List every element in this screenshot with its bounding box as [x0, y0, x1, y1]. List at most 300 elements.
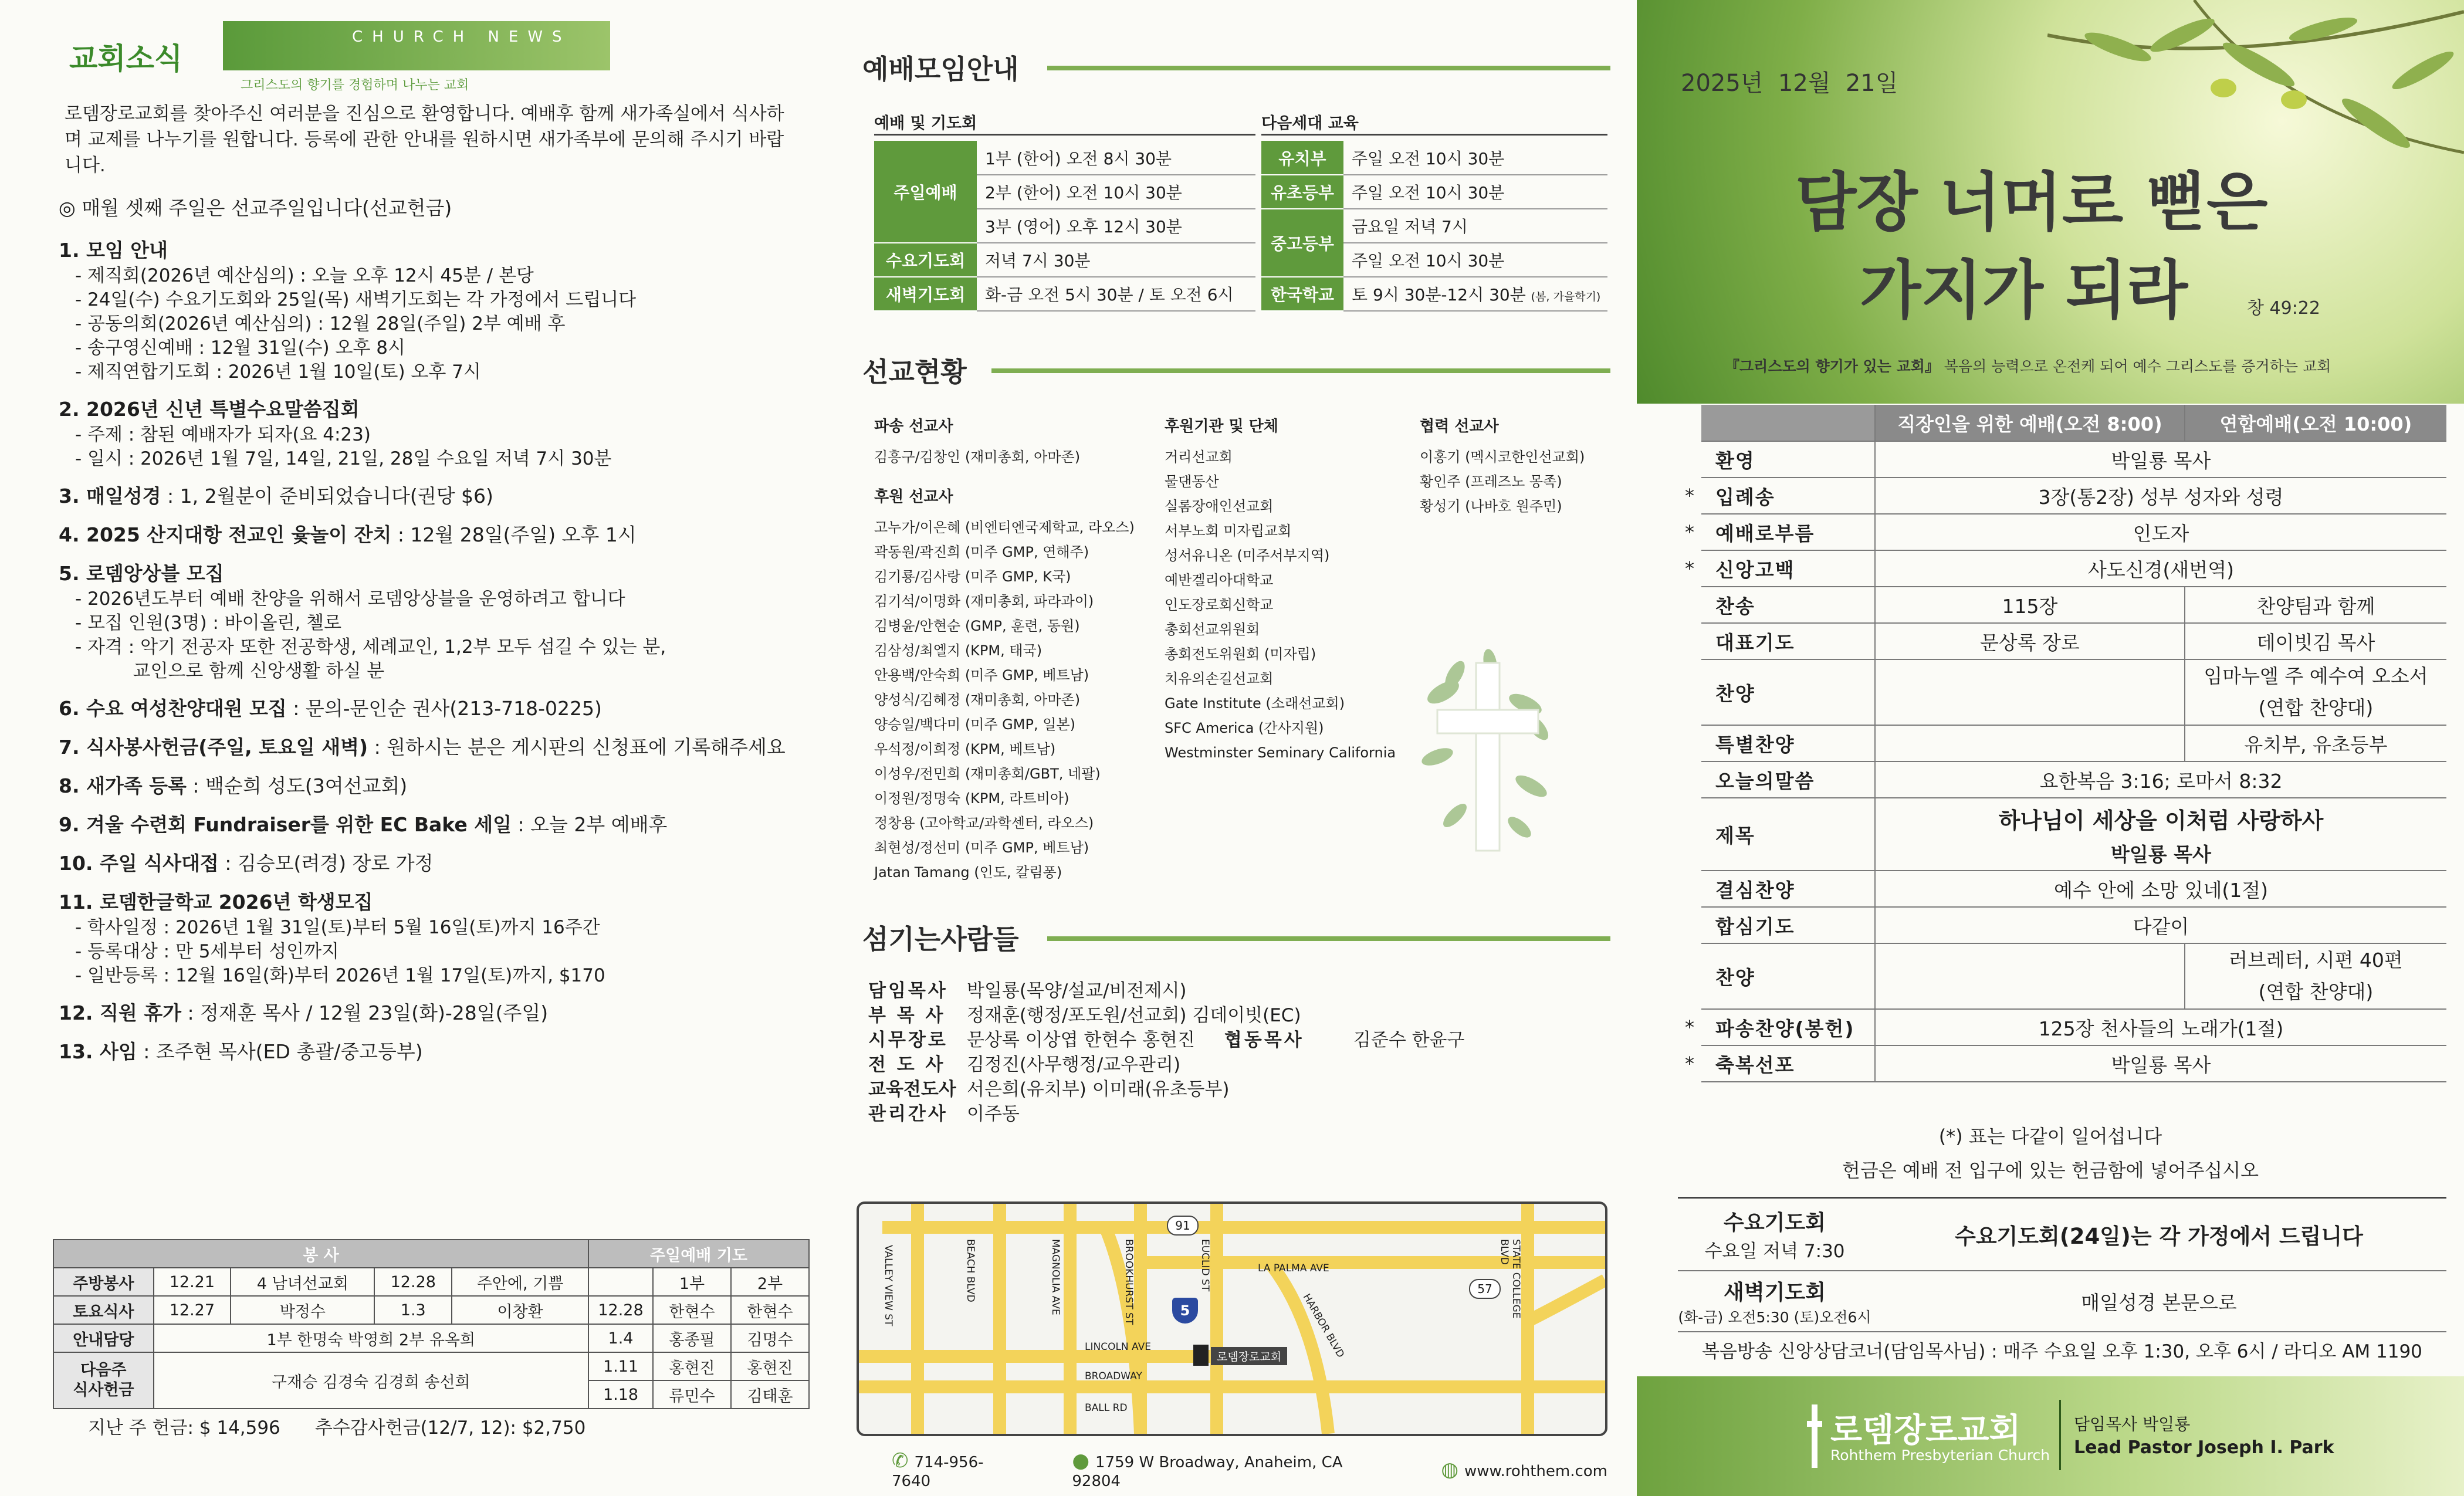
- mission-entry: 황성기 (나바호 원주민): [1420, 498, 1562, 515]
- staff-name: 서은희(유치부) 이미래(유초등부): [967, 1079, 1230, 1100]
- order-early-value: [1875, 659, 2185, 725]
- street-label: MAGNOLIA AVE: [1050, 1239, 1061, 1315]
- notice-title: 6. 수요 여성찬양대원 모집: [59, 697, 287, 720]
- edu-label: 한국학교: [1261, 277, 1343, 311]
- order-joint-value: [2185, 725, 2446, 761]
- motto-text: 복음의 능력으로 온전케 되어 예수 그리스도를 증거하는 교회: [1939, 358, 2331, 375]
- order-row: [1678, 587, 2446, 623]
- prayer-1: 홍현진: [653, 1352, 731, 1380]
- contact-bar: [892, 1449, 1607, 1490]
- supported-head: 후원 선교사: [874, 488, 953, 506]
- title-line-2: 가지가 되라: [1860, 253, 2188, 327]
- worship-label: 새벽기도회: [874, 277, 977, 311]
- order-item-label: 찬송: [1701, 587, 1875, 623]
- road-label: LINCOLN AVE: [1085, 1341, 1151, 1353]
- edu-time-note: (봄, 가을학기): [1531, 290, 1601, 303]
- worship-right-head: 다음세대 교육: [1261, 114, 1359, 133]
- globe-icon: ◍: [1441, 1458, 1459, 1481]
- bulletin-front-column: [1637, 0, 2464, 1496]
- phone-text: 714-956-7640: [892, 1454, 984, 1490]
- prayer-date: 1.4: [588, 1324, 653, 1352]
- org-column: [1165, 414, 1411, 765]
- road-label: BROADWAY: [1085, 1370, 1142, 1382]
- order-item-label: 찬양: [1701, 659, 1875, 725]
- notice-item: [59, 1000, 804, 1027]
- staff-role: 부 목 사: [868, 1005, 946, 1026]
- notice-title: 1. 모임 안내: [59, 239, 168, 262]
- required-mark: [1678, 943, 1701, 1009]
- order-joint-text: 찬양팀과 함께: [2256, 594, 2375, 618]
- notice-sub-line: - 일시 : 2026년 1월 7일, 14일, 21일, 28일 수요일 저녁 7시 30분: [75, 448, 612, 469]
- sermon-banner: [1637, 0, 2464, 404]
- required-mark: *: [1685, 485, 1694, 507]
- notice-item: [59, 237, 804, 384]
- notice-detail: : 조주현 목사(ED 총괄/중고등부): [137, 1040, 423, 1063]
- dawn-time: (화-금) 오전5:30 (토)오전6시: [1678, 1308, 1871, 1326]
- staff-name: 문상록 이상엽 한현수 홍현진: [967, 1030, 1195, 1051]
- order-joint-text: 유치부, 유초등부: [2244, 733, 2388, 756]
- notice-title: 4. 2025 산지대항 전교인 윷놀이 잔치: [59, 523, 392, 546]
- news-subtitle: 그리스도의 향기를 경험하며 나누는 교회: [241, 78, 469, 93]
- order-item-value: [1875, 550, 2446, 587]
- second-service-head: 2부: [731, 1268, 809, 1296]
- service-table: [53, 1239, 810, 1409]
- order-early-value: [1875, 943, 2185, 1009]
- notice-item: [59, 396, 804, 471]
- mission-entry: 양성식/김혜정 (재미총회, 아마존): [874, 692, 1081, 708]
- notice-heading: [59, 889, 804, 916]
- order-item-value: [1875, 1045, 2446, 1082]
- order-row: [1678, 761, 2446, 798]
- worship-time: 저녁 7시 30분: [977, 243, 1255, 277]
- order-item-label: 결심찬양: [1701, 871, 1875, 907]
- mission-title: 선교현황: [862, 356, 967, 388]
- staff-role: 담임목사: [868, 980, 948, 1001]
- blank-cell: [588, 1268, 653, 1296]
- order-item-label: 찬양: [1701, 943, 1875, 1009]
- section-rule: [1047, 936, 1610, 941]
- order-value-sub: 박일룡 목사: [2111, 842, 2211, 866]
- mission-entry: 정창용 (고아학교/과학센터, 라오스): [874, 815, 1094, 831]
- notice-sub-line: - 2026년도부터 예배 찬양을 위해서 로뎀앙상블을 운영하려고 합니다: [75, 588, 625, 610]
- order-item-value: [1875, 761, 2446, 798]
- value-cell: 4 남녀선교회: [231, 1268, 374, 1296]
- worship-time: 화-금 오전 5시 30분 / 토 오전 6시: [977, 277, 1255, 311]
- edu-label: 유초등부: [1261, 175, 1343, 209]
- notice-item: [59, 695, 804, 722]
- staff-role: 관리간사: [868, 1104, 948, 1125]
- notice-title: 10. 주일 식사대접: [59, 852, 219, 875]
- order-head-blank: [1701, 405, 1875, 441]
- order-joint-value: [2185, 623, 2446, 659]
- date-cell: 12.28: [374, 1268, 452, 1296]
- dispatched-head: 파송 선교사: [874, 418, 953, 435]
- notice-item: [59, 522, 804, 549]
- order-value-text: 하나님이 세상을 이처럼 사랑하사: [1998, 807, 2324, 834]
- order-item-value: [1875, 514, 2446, 550]
- mission-entry: 우석정/이희정 (KPM, 베트남): [874, 741, 1056, 757]
- staff-name: 김준수 한윤구: [1353, 1030, 1465, 1051]
- notice-detail: : 원하시는 분은 게시판의 신청표에 기록해주세요: [368, 736, 786, 759]
- order-row: [1678, 1045, 2446, 1082]
- order-of-worship: [1678, 405, 2446, 1082]
- order-value-text: 예수 안에 소망 있네(1절): [2053, 878, 2269, 902]
- notice-sub-line: - 제직회(2026년 예산심의) : 오늘 오후 12시 45분 / 본당: [75, 265, 534, 286]
- order-row: [1678, 659, 2446, 725]
- street-label: VALLEY VIEW ST: [882, 1245, 894, 1326]
- order-value-text: 박일룡 목사: [2111, 449, 2211, 472]
- order-item-value: [1875, 871, 2446, 907]
- notice-detail: : 오늘 2부 예배후: [511, 813, 668, 836]
- dawn-prayer-row: [1678, 1271, 2446, 1332]
- worship-label: 수요기도회: [874, 243, 977, 277]
- prayer-date: 1.11: [588, 1352, 653, 1380]
- order-value-text: 사도신경(새번역): [2088, 558, 2234, 581]
- order-early-value: 문상록 장로: [1875, 623, 2185, 659]
- joint-service-head: 연합예배(오전 10:00): [2185, 405, 2446, 441]
- prayer-1: 류민수: [653, 1380, 731, 1409]
- edu-time: [1343, 277, 1607, 311]
- edu-time: 금요일 저녁 7시: [1343, 209, 1607, 243]
- order-item-label: 합심기도: [1701, 907, 1875, 943]
- order-item-value: [1875, 478, 2446, 514]
- row-label: 안내담당: [53, 1324, 154, 1352]
- value-cell: 1부 한명숙 박영희 2부 유옥희: [154, 1324, 588, 1352]
- notice-list: [59, 195, 804, 1077]
- street-label: BROOKHURST ST: [1123, 1239, 1135, 1325]
- dawn-prayer-label: [1678, 1276, 1871, 1327]
- prayer-2: 김태훈: [731, 1380, 809, 1409]
- order-value-text: 인도자: [2133, 522, 2189, 545]
- title-line-1: 담장 너머로 뻗은: [1795, 165, 2268, 239]
- street-label: STATE COLLEGE BLVD: [1498, 1239, 1522, 1319]
- location-map: [857, 1201, 1607, 1436]
- church-marker-icon: [1193, 1345, 1209, 1366]
- notice-item: [59, 889, 804, 988]
- row-label: 다음주 식사헌금: [53, 1352, 154, 1409]
- sub-rule: [1261, 134, 1607, 136]
- education-times-table: [1261, 141, 1607, 312]
- mission-entry: 치유의손길선교회: [1165, 671, 1274, 687]
- notice-detail: : 김승모(려경) 장로 가정: [218, 852, 434, 875]
- notice-sub-line: - 일반등록 : 12월 16일(화)부터 2026년 1월 17일(토)까지, $170: [75, 965, 605, 986]
- order-item-label: 환영: [1701, 441, 1875, 478]
- order-item-value: [1875, 907, 2446, 943]
- sub-rule: [874, 134, 1255, 136]
- edu-time: 주일 오전 10시 30분: [1343, 141, 1607, 175]
- dawn-title: 새벽기도회: [1724, 1280, 1826, 1305]
- notice-detail: : 정재훈 목사 / 12월 23일(화)-28일(주일): [181, 1001, 549, 1024]
- mission-entry: Westminster Seminary California: [1165, 744, 1396, 761]
- mission-entry: 양승일/백다미 (미주 GMP, 일본): [874, 716, 1075, 733]
- required-mark: *: [1685, 1052, 1694, 1075]
- mission-entry: 실롬장애인선교회: [1165, 498, 1274, 515]
- offering-summary: 지난 주 헌금: $ 14,596 추수감사헌금(12/7, 12): $2,750: [88, 1417, 586, 1439]
- required-mark: [1678, 907, 1701, 943]
- wed-message: 수요기도회(24일)는 각 가정에서 드립니다: [1955, 1224, 2363, 1249]
- mission-entry: Jatan Tamang (인도, 칼림퐁): [874, 864, 1062, 881]
- news-banner: [223, 21, 610, 70]
- notice-heading: [59, 396, 804, 423]
- mission-entry: SFC America (간사지원): [1165, 720, 1324, 736]
- notice-sub-line: - 24일(수) 수요기도회와 25일(목) 새벽기도회는 각 가정에서 드립니다: [75, 289, 637, 310]
- notice-heading: [59, 850, 804, 877]
- date-cell: 1.3: [374, 1296, 452, 1324]
- required-mark: [1678, 441, 1701, 478]
- phone: [892, 1449, 1019, 1490]
- notice-heading: [59, 811, 804, 838]
- notice-item: [59, 1038, 804, 1065]
- notice-heading: [59, 773, 804, 800]
- worship-time: 2부 (한어) 오전 10시 30분: [977, 175, 1255, 209]
- cross-illustration: [1420, 639, 1555, 862]
- order-item-value: [1875, 1009, 2446, 1045]
- order-joint-value: [2185, 587, 2446, 623]
- mission-entry: 김기룡/김사랑 (미주 GMP, K국): [874, 568, 1071, 585]
- notice-item: [59, 560, 804, 683]
- church-name: 로뎀장로교회: [1830, 1412, 2021, 1450]
- first-service-head: 1부: [653, 1268, 731, 1296]
- mission-entry: 예반겔리아대학교: [1165, 572, 1274, 588]
- address: [1072, 1449, 1388, 1490]
- order-joint-sub: (연합 찬양대): [2258, 980, 2374, 1003]
- staff-name: 정재훈(행정/포도원/선교회) 김데이빗(EC): [967, 1005, 1301, 1026]
- edu-time-text: 토 9시 30분-12시 30분: [1352, 285, 1526, 304]
- edu-time: 주일 오전 10시 30분: [1343, 243, 1607, 277]
- service-title: 봉 사: [53, 1240, 588, 1268]
- prayer-title: 주일예배 기도: [588, 1240, 809, 1268]
- order-item-label: 제목: [1701, 798, 1875, 871]
- notice-sub-line: - 모집 인원(3명) : 바이올린, 첼로: [75, 612, 342, 634]
- prayer-meetings: [1678, 1197, 2446, 1332]
- notice-sub-line: - 등록대상 : 만 5세부터 성인까지: [75, 941, 339, 962]
- coop-column: [1420, 414, 1613, 519]
- notice-title: 11. 로뎀한글학교 2026년 학생모집: [59, 891, 373, 913]
- order-item-label: 파송찬양(봉헌): [1701, 1009, 1875, 1045]
- order-row: [1678, 514, 2446, 550]
- prayer-2: 홍현진: [731, 1352, 809, 1380]
- missionary-column: [874, 414, 1167, 885]
- notice-item: [59, 850, 804, 877]
- location-pin-icon: ●: [1072, 1449, 1090, 1473]
- info-column: [845, 0, 1619, 1496]
- order-value-text: 다같이: [2133, 915, 2189, 938]
- order-value-text: 125장 천사들의 노래가(1절): [2038, 1017, 2284, 1040]
- notice-detail: : 문의-문인순 권사(213-718-0225): [286, 697, 602, 720]
- worship-time: 1부 (한어) 오전 8시 30분: [977, 141, 1255, 175]
- order-item-value: [1875, 441, 2446, 478]
- lead-pastor: 담임목사 박일룡: [2074, 1414, 2191, 1434]
- address-text: 1759 W Broadway, Anaheim, CA 92804: [1072, 1454, 1343, 1490]
- order-item-label: 입례송: [1701, 478, 1875, 514]
- required-mark: *: [1685, 557, 1694, 580]
- order-row: [1678, 943, 2446, 1009]
- lead-pastor-en: Lead Pastor Joseph I. Park: [2074, 1437, 2334, 1458]
- wed-time: 수요일 저녁 7:30: [1704, 1241, 1845, 1262]
- notice-title: 2. 2026년 신년 특별수요말씀집회: [59, 398, 360, 421]
- notice-detail: : 백순희 성도(3여선교회): [186, 774, 408, 797]
- mission-entry: 이성우/전민희 (재미총회/GBT, 네팔): [874, 766, 1101, 782]
- church-news-column: [0, 0, 815, 1496]
- order-value-text: 박일룡 목사: [2111, 1053, 2211, 1077]
- mission-entry: 인도장로회신학교: [1165, 597, 1274, 613]
- order-row: [1678, 550, 2446, 587]
- order-row: [1678, 871, 2446, 907]
- notice-sub-line: 교인으로 함께 신앙생활 하실 분: [75, 661, 385, 682]
- order-joint-value: [2185, 659, 2446, 725]
- edu-time: 주일 오전 10시 30분: [1343, 175, 1607, 209]
- church-marker-label: 로뎀장로교회: [1211, 1347, 1287, 1365]
- worship-times-table: [874, 141, 1255, 312]
- road-label: BALL RD: [1085, 1402, 1128, 1414]
- street-label: BEACH BLVD: [964, 1239, 976, 1302]
- notice-sub-line: - 공동의회(2026년 예산심의) : 12월 28일(주일) 2부 예배 후: [75, 313, 566, 334]
- wed-title: 수요기도회: [1724, 1211, 1826, 1235]
- star-cell: [1678, 405, 1701, 441]
- notice-heading: [59, 1038, 804, 1065]
- prayer-2: 한현수: [731, 1296, 809, 1324]
- edu-label: 중고등부: [1261, 209, 1343, 277]
- order-joint-text: 임마누엘 주 예수여 오소서: [2204, 665, 2428, 688]
- value-cell: 이창환: [452, 1296, 588, 1324]
- notice-heading: [59, 237, 804, 264]
- church-logo-icon: [1807, 1404, 1822, 1468]
- notice-item: [59, 734, 804, 761]
- order-item-label: 대표기도: [1701, 623, 1875, 659]
- prayer-1: 한현수: [653, 1296, 731, 1324]
- order-item-label: 특별찬양: [1701, 725, 1875, 761]
- wednesday-prayer-row: [1678, 1199, 2446, 1271]
- order-row: [1678, 725, 2446, 761]
- required-mark: [1678, 798, 1701, 871]
- order-row: [1678, 1009, 2446, 1045]
- mission-entry: Gate Institute (소래선교회): [1165, 695, 1345, 712]
- mission-entry: 김삼성/최엘지 (KPM, 태국): [874, 642, 1043, 659]
- section-rule: [991, 368, 1610, 373]
- order-row: [1678, 478, 2446, 514]
- website-text[interactable]: www.rohthem.com: [1464, 1463, 1607, 1480]
- order-row: [1678, 623, 2446, 659]
- scripture-reference: 창 49:22: [2247, 298, 2320, 319]
- notice-heading: [59, 522, 804, 549]
- order-item-label: 오늘의말씀: [1701, 761, 1875, 798]
- notice-heading: [59, 695, 804, 722]
- notice-heading: [59, 483, 804, 510]
- order-item-label: 신앙고백: [1701, 550, 1875, 587]
- mission-entry: 물댄동산: [1165, 473, 1219, 490]
- worship-time: 3부 (영어) 오후 12시 30분: [977, 209, 1255, 243]
- wednesday-prayer-label: [1678, 1206, 1871, 1263]
- standing-note: (*) 표는 다같이 일어섭니다: [1938, 1125, 2162, 1148]
- staff-role: 시무장로: [868, 1030, 948, 1051]
- edu-label: 유치부: [1261, 141, 1343, 175]
- value-cell: 주안에, 기쁨: [452, 1268, 588, 1296]
- value-cell: 구재승 김경숙 김경희 송선희: [154, 1352, 588, 1409]
- website[interactable]: [1441, 1458, 1607, 1481]
- servants-title: 섬기는사람들: [862, 923, 1019, 955]
- notice-title: 8. 새가족 등록: [59, 774, 187, 797]
- mission-entry: 안용백/안숙희 (미주 GMP, 베트남): [874, 667, 1089, 683]
- required-mark: [1678, 871, 1701, 907]
- mission-entry: 거리선교회: [1165, 449, 1233, 465]
- mission-entry: 고누가/이은혜 (비엔티엔국제학교, 라오스): [874, 519, 1135, 536]
- mission-entry: 황인주 (프레즈노 몽족): [1420, 473, 1562, 490]
- mission-entry: 곽동원/곽진희 (미주 GMP, 연해주): [874, 544, 1089, 560]
- mission-entry: 총회선교위원회: [1165, 621, 1260, 638]
- notice-title: 13. 사임: [59, 1040, 137, 1063]
- prayer-1: 홍종필: [653, 1324, 731, 1352]
- dawn-message: 매일성경 본문으로: [2081, 1291, 2237, 1314]
- order-joint-sub: (연합 찬양대): [2258, 696, 2374, 719]
- news-title: 교회소식: [69, 42, 183, 76]
- notice-item: [59, 811, 804, 838]
- bulletin-date: 2025년 12월 21일: [1681, 70, 1898, 97]
- value-cell: 박정수: [231, 1296, 374, 1324]
- staff-role: 전 도 사: [868, 1054, 946, 1075]
- notice-heading: [59, 1000, 804, 1027]
- coop-head: 협력 선교사: [1420, 418, 1499, 435]
- orgs-head: 후원기관 및 단체: [1165, 418, 1278, 435]
- notice-title: 3. 매일성경: [59, 485, 161, 507]
- street-label: HARBOR BLVD: [1300, 1292, 1347, 1360]
- notice-sub-line: - 주제 : 참된 예배자가 되자(요 4:23): [75, 424, 371, 445]
- mission-entry: 성서유니온 (미주서부지역): [1165, 547, 1330, 564]
- mission-entry: 총회전도위원회 (미자립): [1165, 646, 1316, 662]
- news-header: [47, 16, 798, 93]
- highway-57-badge: 57: [1469, 1279, 1501, 1299]
- staff-name: 김정진(사무행정/교우관리): [967, 1054, 1181, 1075]
- prayer-date: 12.28: [588, 1296, 653, 1324]
- mission-entry: 이홍기 (멕시코한인선교회): [1420, 449, 1585, 465]
- mission-entry: 김병윤/안현순 (GMP, 훈련, 동원): [874, 618, 1080, 634]
- notice-title: 7. 식사봉사헌금(주일, 토요일 새벽): [59, 736, 368, 759]
- required-mark: *: [1685, 1016, 1694, 1038]
- worship-left-head: 예배 및 기도회: [874, 114, 977, 133]
- radio-broadcast: 복음방송 신앙상담코너(담임목사님) : 매주 수요일 오후 1:30, 오후 6시 / 라디오 AM 1190: [1702, 1341, 2422, 1362]
- road-label: LA PALMA AVE: [1258, 1263, 1329, 1274]
- staff-role: 협동목사: [1224, 1030, 1304, 1051]
- order-row: [1678, 907, 2446, 943]
- required-mark: [1678, 725, 1701, 761]
- footer-divider: [2059, 1400, 2061, 1470]
- required-mark: [1678, 587, 1701, 623]
- notice-sub-line: - 제직연합기도회 : 2026년 1월 10일(토) 오후 7시: [75, 361, 481, 383]
- mission-entry: 최현성/정선미 (미주 GMP, 베트남): [874, 840, 1089, 856]
- prayer-2: 김명수: [731, 1324, 809, 1352]
- church-name-en: Rohthem Presbyterian Church: [1830, 1447, 2050, 1464]
- mission-entry: 이정원/정명숙 (KPM, 라트비아): [874, 790, 1069, 807]
- notice-detail: : 1, 2월분이 준비되었습니다(권당 $6): [161, 485, 493, 507]
- order-early-value: [1875, 725, 2185, 761]
- mission-entry: 김흥구/김창인 (재미총회, 아마존): [874, 449, 1081, 465]
- order-value-text: 요한복음 3:16; 로마서 8:32: [2039, 769, 2283, 793]
- order-value-text: 3장(통2장) 성부 성자와 성령: [2038, 485, 2284, 509]
- map-graphic: [859, 1204, 1605, 1434]
- highway-91-badge: 91: [1167, 1216, 1199, 1236]
- mission-sunday-note: ◎ 매월 셋째 주일은 선교주일입니다(선교헌금): [59, 197, 452, 219]
- motto-bold: 『그리스도의 향기가 있는 교회』: [1725, 358, 1940, 375]
- worship-label: 주일예배: [874, 141, 977, 243]
- staff-name: 박일룡(목양/설교/비전제시): [967, 980, 1187, 1001]
- order-row: [1678, 441, 2446, 478]
- news-en-title: CHURCH NEWS: [352, 28, 571, 46]
- street-label: EUCLID ST: [1199, 1239, 1211, 1292]
- notice-detail: : 12월 28일(주일) 오후 1시: [391, 523, 637, 546]
- notice-sub-line: - 자격 : 악기 전공자 또한 전공학생, 세례교인, 1,2부 모두 섬길 수 있는 분,: [75, 637, 666, 658]
- order-item-value: [1875, 798, 2446, 871]
- worship-info-title: 예배모임안내: [862, 53, 1019, 85]
- mission-entry: 서부노회 미자립교회: [1165, 523, 1292, 539]
